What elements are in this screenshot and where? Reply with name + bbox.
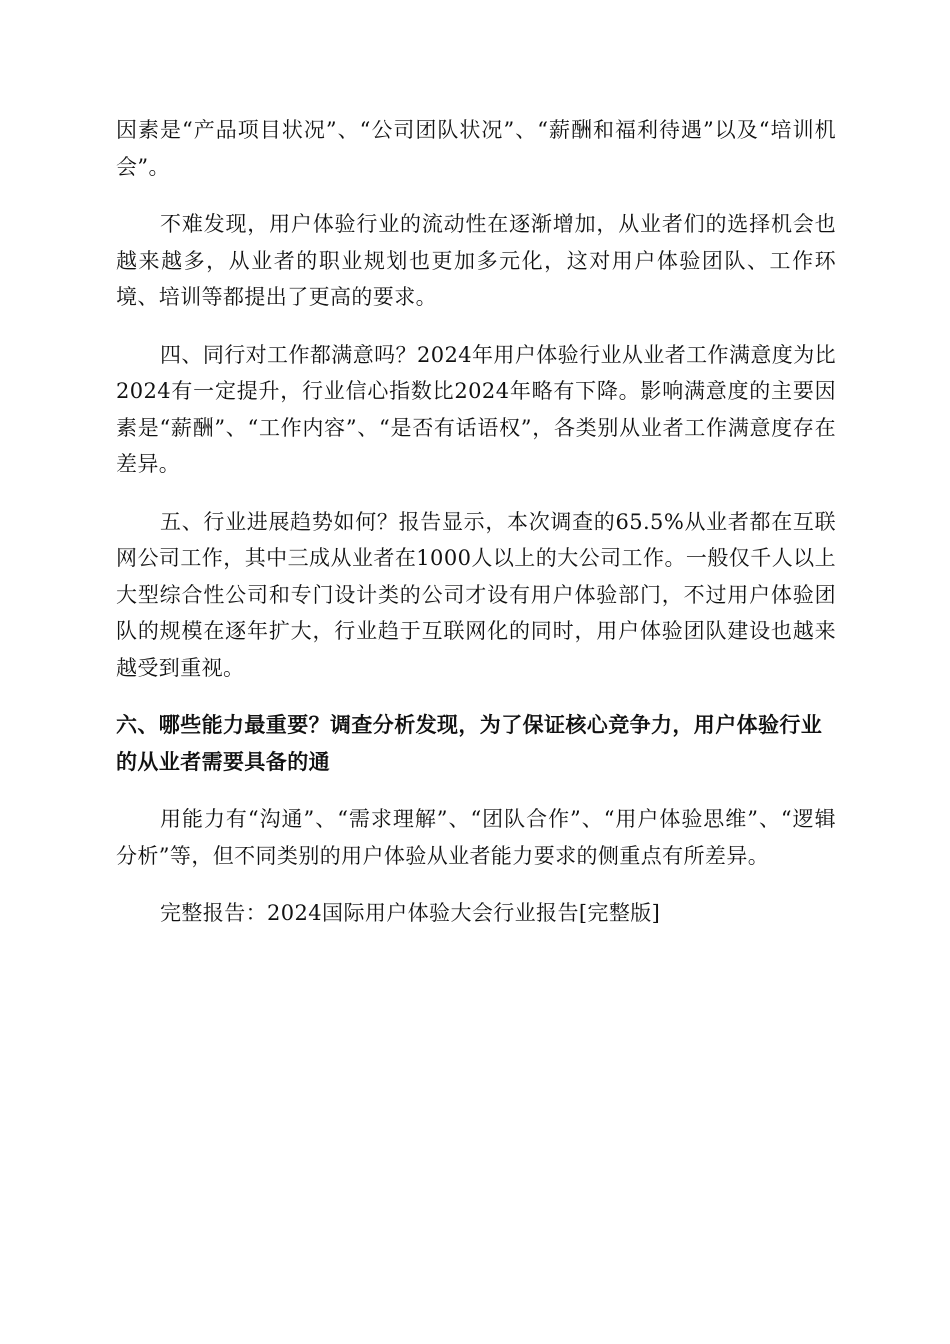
section-heading-abilities: 六、哪些能力最重要？调查分析发现，为了保证核心竞争力，用户体验行业的从业者需要具备的通 xyxy=(116,713,823,774)
document-page xyxy=(116,112,836,953)
paragraph-mobility: 不难发现，用户体验行业的流动性在逐渐增加，从业者们的选择机会也越来越多，从业者的职业规划也更加多元化，这对用户体验团队、工作环境、培训等都提出了更高的要求。 xyxy=(116,212,836,309)
paragraph-full-report: 完整报告：2024国际用户体验大会行业报告[完整版] xyxy=(160,901,661,925)
paragraph-factors-continued: 因素是“产品项目状况”、“公司团队状况”、“薪酬和福利待遇”以及“培训机会”。 xyxy=(116,118,836,179)
paragraph-trends: 五、行业进展趋势如何？报告显示，本次调查的65.5%从业者都在互联网公司工作，其中三成从业者在1000人以上的大公司工作。一般仅千人以上大型综合性公司和专门设计类的公司才设有用户体验部门，不过用户体验团队的规模在逐年扩大，行业趋于互联网化的同时，用户体验团队建设也越来越受到重视。 xyxy=(116,509,836,680)
paragraph-satisfaction: 四、同行对工作都满意吗？2024年用户体验行业从业者工作满意度为比2024有一定提升，行业信心指数比2024年略有下降。影响满意度的主要因素是“薪酬”、“工作内容”、“是否有话语权”，各类别从业者工作满意度存在差异。 xyxy=(116,342,836,476)
paragraph-abilities: 用能力有“沟通”、“需求理解”、“团队合作”、“用户体验思维”、“逻辑分析”等，但不同类别的用户体验从业者能力要求的侧重点有所差异。 xyxy=(116,807,836,868)
